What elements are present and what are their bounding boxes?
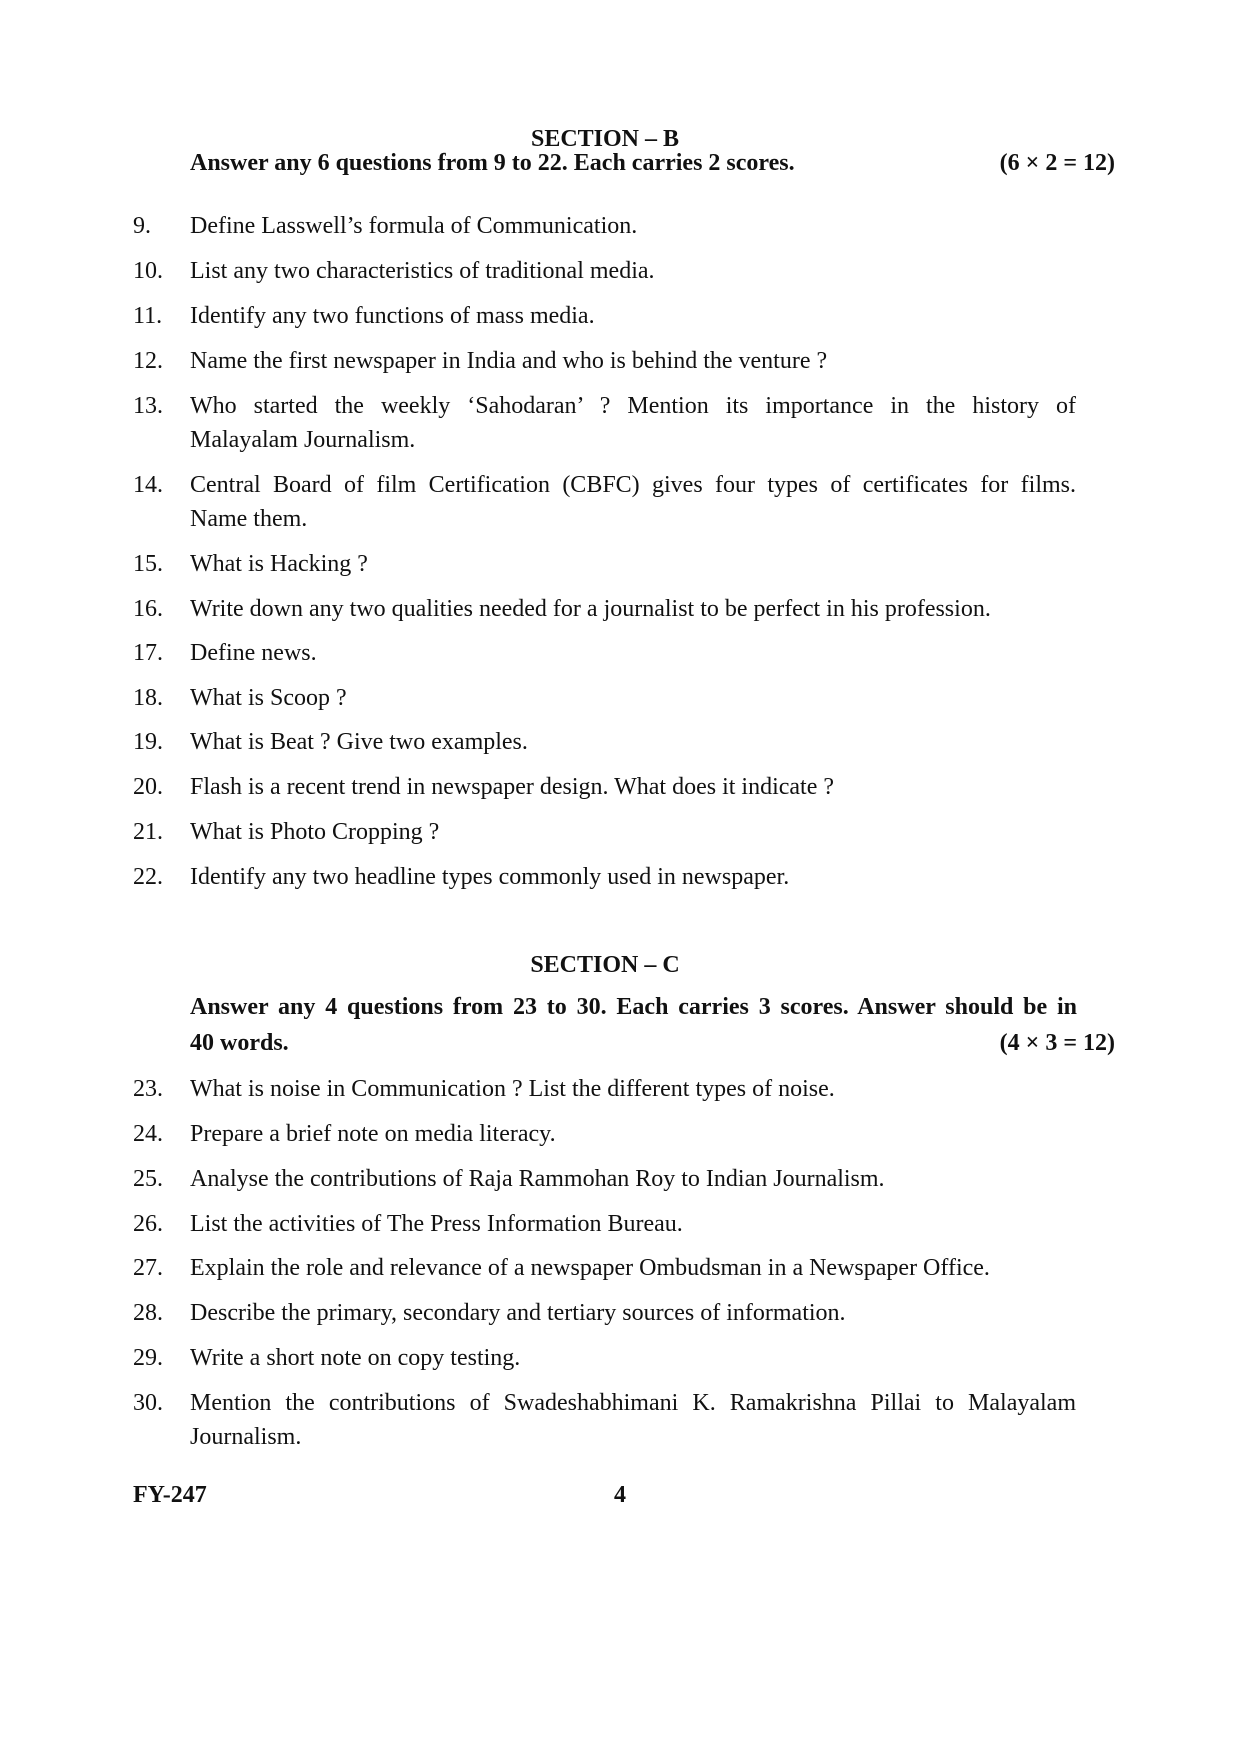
question-text-line: Malayalam Journalism. [190, 427, 416, 453]
question-number: 12. [133, 348, 163, 374]
question-text: Name the first newspaper in India and who is behind the venture ? [190, 348, 828, 374]
question-text: Explain the role and relevance of a newspaper Ombudsman in a Newspaper Office. [190, 1255, 990, 1281]
section-b-marks: (6 × 2 = 12) [999, 150, 1115, 176]
question-number: 28. [133, 1300, 163, 1326]
section-c-instruction-line: Answer any 4 questions from 23 to 30. Each carries 3 scores. Answer should be in [190, 994, 1077, 1020]
question-number: 29. [133, 1345, 163, 1371]
question-text: What is Hacking ? [190, 551, 368, 577]
question-number: 23. [133, 1076, 163, 1102]
question-text: Describe the primary, secondary and tertiary sources of information. [190, 1300, 846, 1326]
section-c-instruction [190, 989, 1115, 1061]
question-text-line: Who started the weekly ‘Sahodaran’ ? Mention its importance in the history of [190, 393, 1076, 419]
question-number: 11. [133, 303, 163, 329]
question-text: List the activities of The Press Information Bureau. [190, 1211, 683, 1237]
question-number: 10. [133, 258, 163, 284]
question-text-line: Central Board of film Certification (CBFC) gives four types of certificates for films. [190, 472, 1076, 498]
question-text: Write down any two qualities needed for a journalist to be perfect in his profession. [190, 596, 991, 622]
question-number: 27. [133, 1255, 163, 1281]
question-text: Define Lasswell’s formula of Communication. [190, 213, 638, 239]
question-text-line: Name them. [190, 506, 308, 532]
question-number: 19. [133, 729, 163, 755]
question-number: 14. [133, 472, 163, 498]
question-number: 18. [133, 685, 163, 711]
section-c-title: SECTION – C [530, 952, 680, 978]
question-number: 26. [133, 1211, 163, 1237]
question-text: Prepare a brief note on media literacy. [190, 1121, 556, 1147]
question-number: 13. [133, 393, 163, 419]
question-text: Flash is a recent trend in newspaper design. What does it indicate ? [190, 774, 835, 800]
question-text: Identify any two headline types commonly used in newspaper. [190, 864, 790, 890]
question-number: 25. [133, 1166, 163, 1192]
question-number: 22. [133, 864, 163, 890]
question-number: 15. [133, 551, 163, 577]
section-c-marks: (4 × 3 = 12) [999, 1030, 1115, 1056]
question-number: 24. [133, 1121, 163, 1147]
question-text: What is Scoop ? [190, 685, 347, 711]
section-b-instruction-text: Answer any 6 questions from 9 to 22. Each carries 2 scores. [190, 150, 795, 176]
question-number: 9. [133, 213, 151, 239]
question-text [190, 1386, 1076, 1454]
question-text: Define news. [190, 640, 317, 666]
page-number: 4 [614, 1482, 626, 1508]
question-text-line: Journalism. [190, 1424, 302, 1450]
question-text: Analyse the contributions of Raja Rammohan Roy to Indian Journalism. [190, 1166, 885, 1192]
question-text: List any two characteristics of traditional media. [190, 258, 655, 284]
section-c-instruction-line: 40 words. [190, 1030, 289, 1056]
question-number: 30. [133, 1390, 163, 1416]
question-text [190, 389, 1076, 457]
paper-code: FY-247 [133, 1482, 207, 1508]
question-text-line: Mention the contributions of Swadeshabhimani K. Ramakrishna Pillai to Malayalam [190, 1390, 1076, 1416]
question-text: What is noise in Communication ? List the different types of noise. [190, 1076, 835, 1102]
section-b-title: SECTION – B [530, 126, 680, 152]
question-text: Write a short note on copy testing. [190, 1345, 521, 1371]
question-number: 20. [133, 774, 163, 800]
question-number: 21. [133, 819, 163, 845]
question-text: What is Photo Cropping ? [190, 819, 440, 845]
question-text: What is Beat ? Give two examples. [190, 729, 528, 755]
question-text [190, 468, 1076, 536]
question-number: 16. [133, 596, 163, 622]
section-b-instruction [190, 145, 1115, 181]
question-text: Identify any two functions of mass media. [190, 303, 595, 329]
question-number: 17. [133, 640, 163, 666]
